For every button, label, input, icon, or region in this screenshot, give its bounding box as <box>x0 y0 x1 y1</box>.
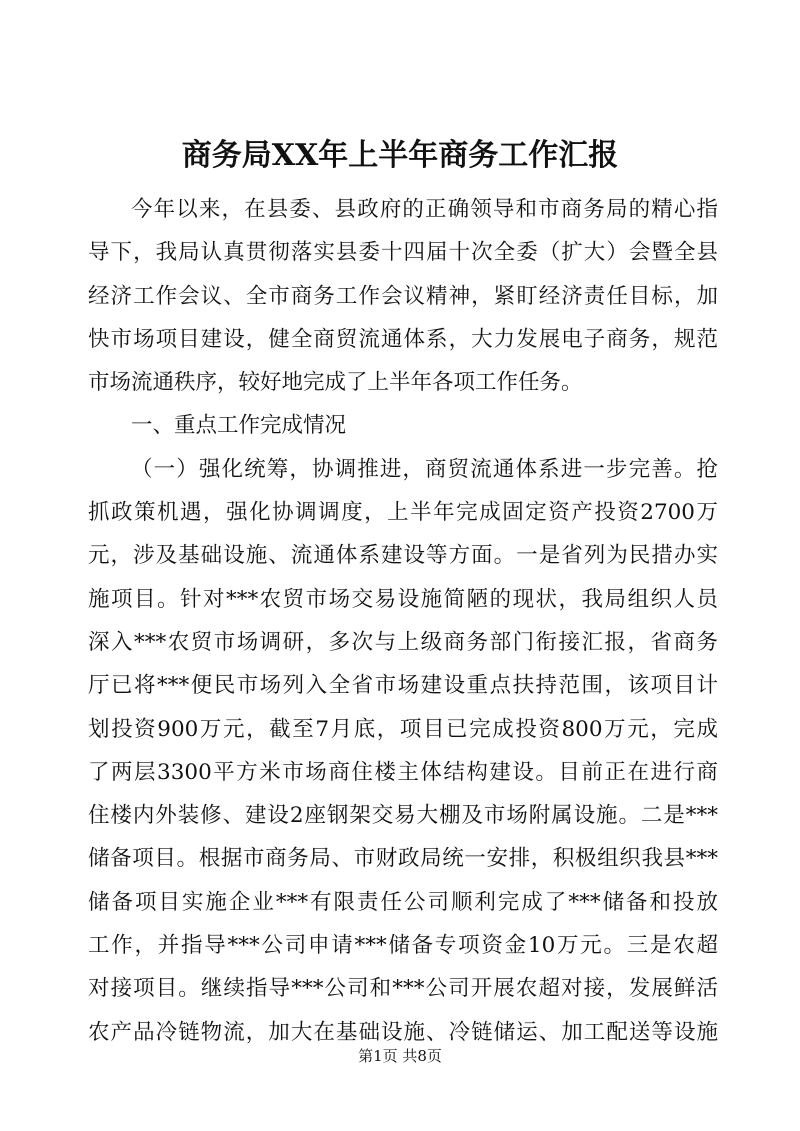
paragraph-line: 储备项目。根据市商务局、市财政局统一安排，积极组织我县*** <box>88 846 718 872</box>
paragraph-line: 厅已将***便民市场列入全省市场建设重点扶持范围，该项目计 <box>88 673 718 699</box>
paragraph-line: 经济工作会议、全市商务工作会议精神，紧盯经济责任目标，加 <box>88 283 718 309</box>
paragraph-line: 市场流通秩序，较好地完成了上半年各项工作任务。 <box>88 370 583 396</box>
paragraph-line: 快市场项目建设，健全商贸流通体系，大力发展电子商务，规范 <box>88 326 718 352</box>
paragraph-line: 了两层3300平方米市场商住楼主体结构建设。目前正在进行商 <box>88 759 718 785</box>
paragraph-line: 工作，并指导***公司申请***储备专项资金10万元。三是农超 <box>88 933 718 959</box>
paragraph-line: 抓政策机遇，强化协调调度，上半年完成固定资产投资2700万 <box>88 500 718 526</box>
page-number-footer: 第1页 共8页 <box>358 1047 442 1065</box>
paragraph-line: 深入***农贸市场调研，多次与上级商务部门衔接汇报，省商务 <box>88 629 718 655</box>
paragraph-line: 施项目。针对***农贸市场交易设施简陋的现状，我局组织人员 <box>88 586 718 612</box>
paragraph-line: 划投资900万元，截至7月底，项目已完成投资800万元，完成 <box>88 716 718 742</box>
paragraph-line: 住楼内外装修、建设2座钢架交易大棚及市场附属设施。二是*** <box>88 803 718 829</box>
document-body <box>88 188 718 1054</box>
paragraph-line: 储备项目实施企业***有限责任公司顺利完成了***储备和投放 <box>88 889 718 915</box>
paragraph-line: 今年以来，在县委、县政府的正确领导和市商务局的精心指 <box>131 197 718 222</box>
paragraph-line: （一）强化统筹，协调推进，商贸流通体系进一步完善。抢 <box>131 456 718 482</box>
section-heading: 一、重点工作完成情况 <box>131 413 347 439</box>
document-title: 商务局XX年上半年商务工作汇报 <box>181 138 619 173</box>
paragraph-line: 导下，我局认真贯彻落实县委十四届十次全委（扩大）会暨全县 <box>88 240 718 266</box>
paragraph-line: 对接项目。继续指导***公司和***公司开展农超对接，发展鲜活 <box>88 976 718 1002</box>
paragraph-line: 元，涉及基础设施、流通体系建设等方面。一是省列为民措办实 <box>88 543 718 569</box>
paragraph-line: 农产品冷链物流，加大在基础设施、冷链储运、加工配送等设施 <box>88 1019 718 1045</box>
